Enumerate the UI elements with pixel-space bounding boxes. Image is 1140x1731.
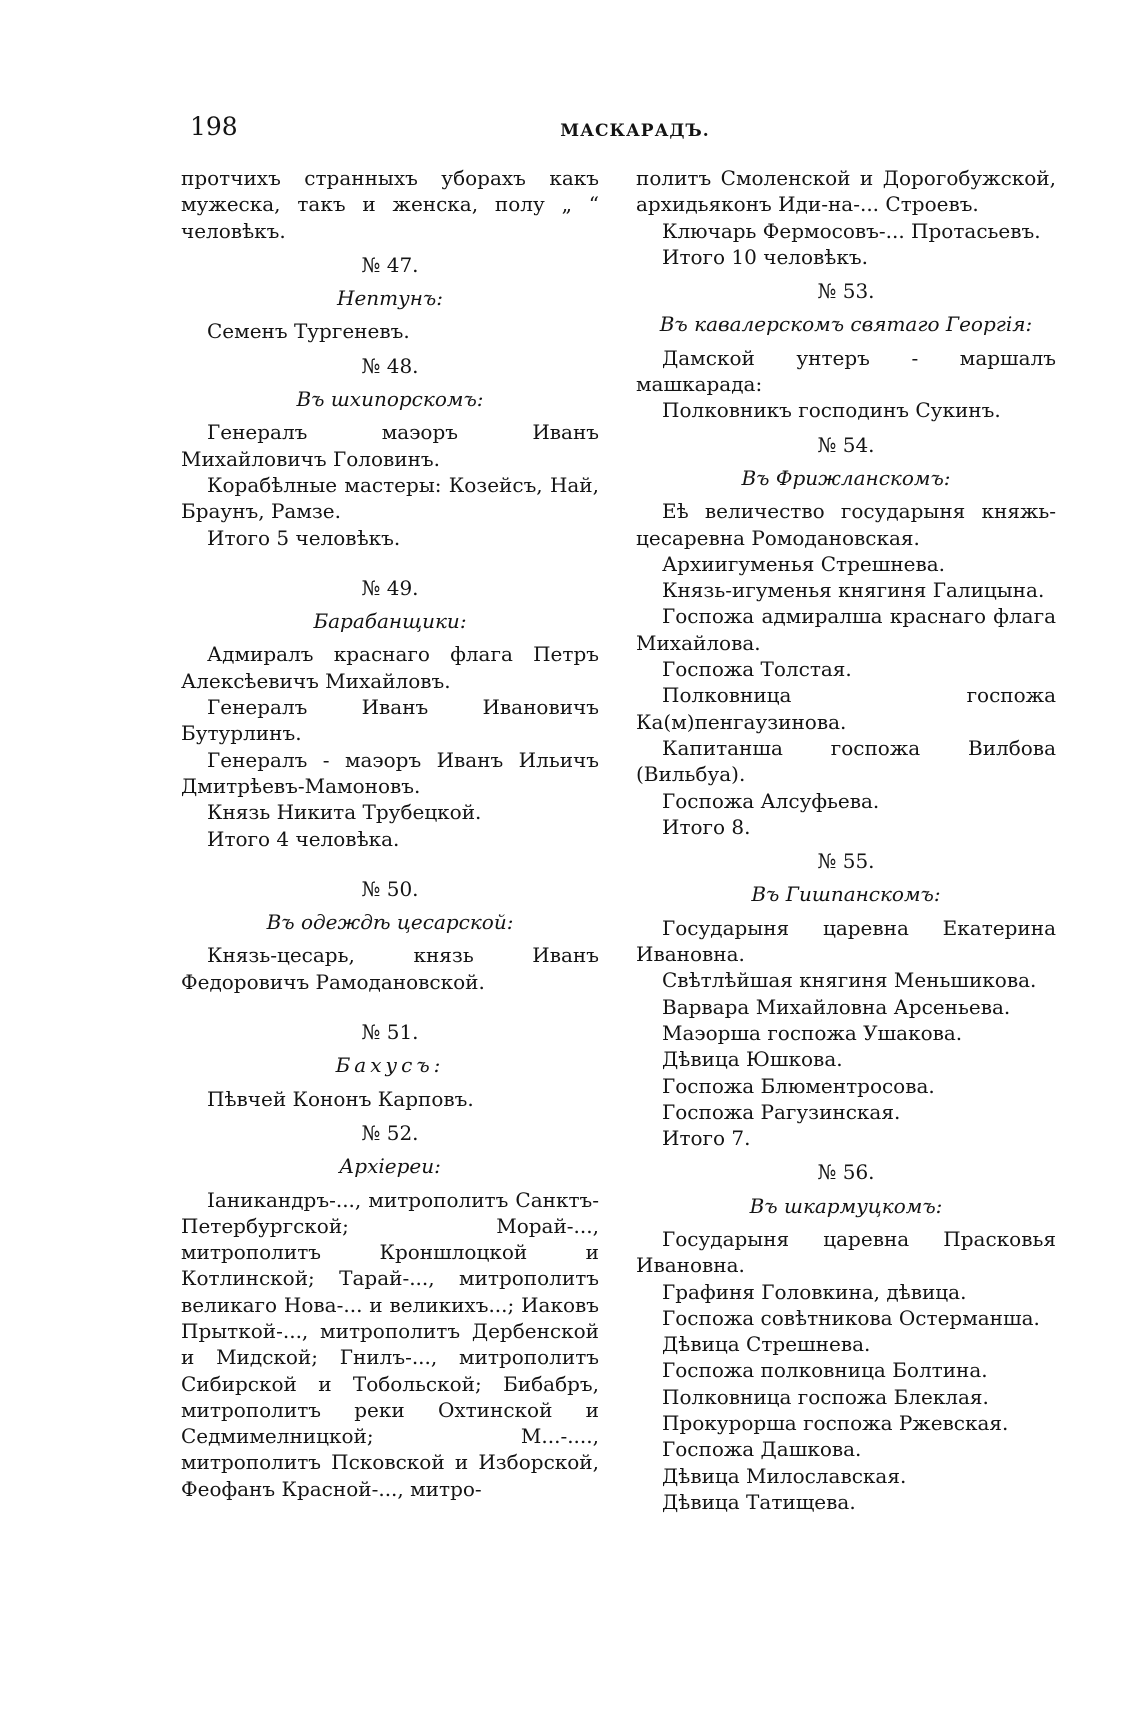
entry: Генералъ - маэоръ Иванъ Ильичъ Дмитрѣевъ-Мамоновъ. <box>181 747 599 798</box>
entry: Ключарь Фермосовъ-... Протасьевъ. <box>662 218 1041 243</box>
entry: Еѣ величество государыня княжь-цесаревна Ромодановская. <box>636 499 1056 550</box>
section-55 <box>636 848 1056 1151</box>
section-heading: Въ шхипорскомъ: <box>296 387 484 412</box>
section-number: № 50. <box>361 876 419 901</box>
entry: Дѣвица Юшкова. <box>662 1047 843 1072</box>
entry-total: Итого 7. <box>662 1126 751 1151</box>
section-number: № 53. <box>817 279 875 304</box>
entry: Семенъ Тургеневъ. <box>207 319 410 344</box>
section-51 <box>181 1019 599 1112</box>
section-number: № 56. <box>817 1160 875 1185</box>
section-47 <box>181 252 599 345</box>
section-number: № 55. <box>817 849 875 874</box>
entry: Госпожа Рагузинская. <box>662 1099 901 1124</box>
entry-total: Итого 10 человѣкъ. <box>662 244 868 269</box>
left-column <box>181 165 599 1502</box>
entry: Князь Никита Трубецкой. <box>207 800 482 825</box>
continued-entry: политъ Смоленской и Дорогобужской, архидьяконъ Иди-на-... Строевъ. <box>636 166 1056 217</box>
entry-total: Итого 5 человѣкъ. <box>207 525 401 550</box>
entry-total: Итого 4 человѣка. <box>207 826 400 851</box>
section-heading: Барабанщики: <box>313 609 467 634</box>
entry: Адмиралъ краснаго флага Петръ Алексѣевичъ Михайловъ. <box>181 642 599 693</box>
section-heading: Въ кавалерскомъ святаго Георгія: <box>659 312 1033 337</box>
entry: Госпожа Дашкова. <box>662 1437 862 1462</box>
entry: Князь-игуменья княгиня Галицына. <box>662 578 1045 603</box>
section-number: № 48. <box>361 353 419 378</box>
entry: Госпожа полковница Болтина. <box>662 1358 988 1383</box>
section-54 <box>636 432 1056 840</box>
section-56 <box>636 1159 1056 1515</box>
entry: Князь-цесарь, князь Иванъ Федоровичъ Рамодановской. <box>181 943 599 994</box>
entry: Полковница госпожа Блеклая. <box>662 1384 989 1409</box>
section-number: № 54. <box>817 432 875 457</box>
section-53 <box>636 278 1056 423</box>
entry: Пѣвчей Кононъ Карповъ. <box>207 1086 474 1111</box>
right-column <box>636 165 1056 1515</box>
entry: Полковница госпожа Ка(м)пенгаузинова. <box>636 683 1056 734</box>
entry: Дамской унтеръ - маршалъ машкарада: <box>636 345 1056 397</box>
entry: Государыня царевна Прасковья Ивановна. <box>636 1226 1056 1278</box>
entry: Госпожа Алсуфьева. <box>662 788 880 813</box>
section-52 <box>181 1120 599 1502</box>
section-heading: Въ одеждѣ цесарской: <box>266 910 514 935</box>
entry: Графиня Головкина, дѣвица. <box>662 1279 967 1304</box>
page-number: 198 <box>190 112 238 141</box>
section-heading: Въ Гишпанскомъ: <box>751 882 941 907</box>
section-50 <box>181 876 599 995</box>
entry: Корабѣлные мастеры: Козейсъ, Най, Браунъ, Рамзе. <box>181 472 599 524</box>
entry: Маэорша госпожа Ушакова. <box>662 1020 963 1045</box>
entry: Государыня царевна Екатерина Ивановна. <box>636 915 1056 967</box>
section-48 <box>181 353 599 551</box>
entry: Прокурорша госпожа Ржевская. <box>662 1411 1009 1436</box>
entry: Генералъ Иванъ Ивановичъ Бутурлинъ. <box>181 695 599 746</box>
section-heading: Въ шкармуцкомъ: <box>749 1193 943 1218</box>
entry: Госпожа Блюментросова. <box>662 1073 935 1098</box>
entry: Генералъ маэоръ Иванъ Михайловичъ Головинъ. <box>181 420 599 471</box>
entry: Госпожа совѣтникова Остерманша. <box>662 1305 1040 1330</box>
entry: Варвара Михайловна Арсеньева. <box>662 994 1011 1019</box>
section-number: № 52. <box>361 1120 419 1145</box>
entry: Дѣвица Стрешнева. <box>662 1332 871 1357</box>
entry: Свѣтлѣйшая княгиня Меньшикова. <box>662 968 1037 993</box>
entry: Архиигуменья Стрешнева. <box>662 551 946 576</box>
entry-total: Итого 8. <box>662 814 751 839</box>
section-number: № 51. <box>361 1020 419 1045</box>
entry: Капитанша госпожа Вилбова (Вильбуа). <box>636 735 1056 787</box>
entry: Госпожа Толстая. <box>662 657 852 682</box>
section-heading: Въ Фрижланскомъ: <box>741 465 951 490</box>
section-number: № 47. <box>361 252 419 277</box>
intro-paragraph: протчихъ странныхъ уборахъ какъ мужеска, такъ и женска, полу „ “ человѣкъ. <box>181 166 599 243</box>
section-49 <box>181 575 599 852</box>
entry: Полковникъ господинъ Сукинъ. <box>662 398 1001 423</box>
section-heading: Бахусъ: <box>335 1053 445 1078</box>
entry: Госпожа адмиралша краснаго флага Михайлова. <box>636 604 1056 655</box>
entry: Дѣвица Татищева. <box>662 1489 856 1514</box>
running-title: МАСКАРАДЪ. <box>560 121 710 141</box>
entry: Дѣвица Милославская. <box>662 1463 907 1488</box>
section-heading: Архіереи: <box>339 1154 441 1179</box>
section-number: № 49. <box>361 575 419 600</box>
section-heading: Нептунъ: <box>337 286 443 311</box>
entry: Іаникандръ-..., митрополитъ Санктъ-Петербургской; Морай-..., митрополитъ Кроншлоцкой и Котлинской; Тарай-..., митрополитъ великаго Нова-... и великихъ...; Иаковъ Прыткой-..., митрополитъ Дербенской и Мидской; Гнилъ-..., митрополитъ Сибирской и Тобольской; Бибабръ, митрополитъ реки Охтинской и Седмимелницкой; М...-...., митрополитъ Псковской и Изборской, Феофанъ Красной-..., митро- <box>181 1187 599 1501</box>
